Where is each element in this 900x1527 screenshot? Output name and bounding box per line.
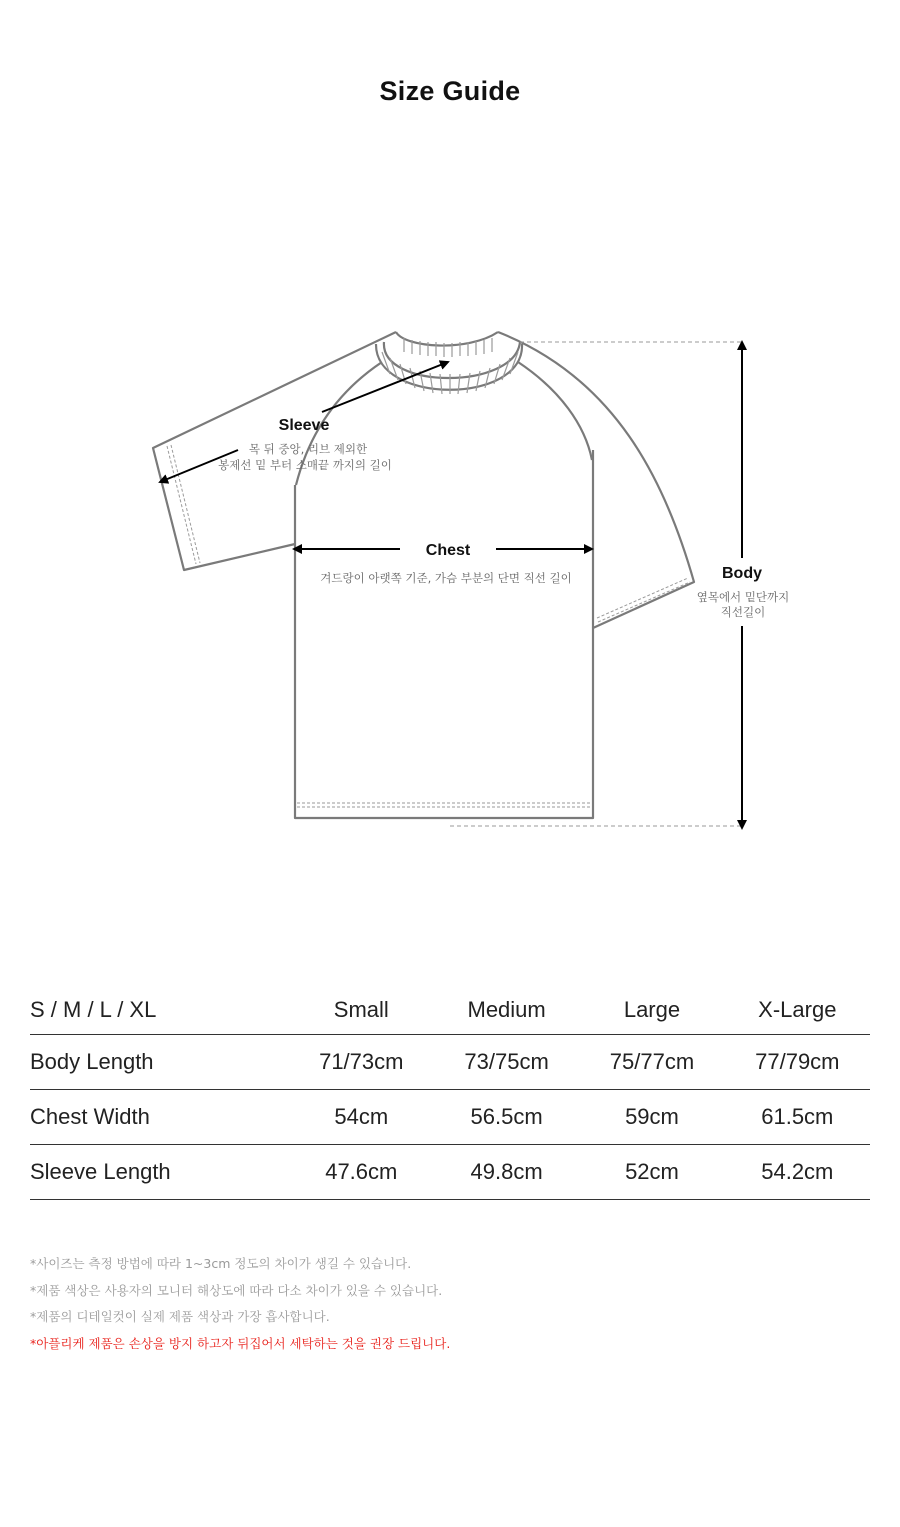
table-cell: 47.6cm: [289, 1145, 434, 1200]
chest-description: 겨드랑이 아랫쪽 기준, 가슴 부분의 단면 직선 길이: [320, 571, 572, 585]
sleeve-description-line1: 목 뒤 중앙, 리브 제외한: [248, 442, 368, 456]
table-row: [30, 1035, 870, 1090]
tshirt-measurement-diagram: [0, 300, 900, 860]
table-cell: 75/77cm: [579, 1035, 724, 1090]
note-measurement: *사이즈는 측정 방법에 따라 1~3cm 정도의 차이가 생길 수 있습니다.: [30, 1256, 412, 1271]
body-description-line1: 옆목에서 밑단까지: [696, 590, 790, 604]
column-header-large: Large: [579, 986, 724, 1035]
table-cell: 54.2cm: [725, 1145, 870, 1200]
table-cell: 71/73cm: [289, 1035, 434, 1090]
stitch-lines: [167, 445, 690, 807]
body-description-line2: 직선길이: [720, 605, 766, 619]
note-detail-cut: *제품의 디테일컷이 실제 제품 색상과 가장 흡사합니다.: [30, 1309, 330, 1324]
table-cell: 61.5cm: [725, 1090, 870, 1145]
size-notes: [30, 1254, 870, 1360]
table-cell: 59cm: [579, 1090, 724, 1145]
note-washing-warning: *아플리케 제품은 손상을 방지 하고자 뒤집어서 세탁하는 것을 권장 드립니다.: [30, 1335, 451, 1351]
table-cell: 52cm: [579, 1145, 724, 1200]
column-header-x-large: X-Large: [725, 986, 870, 1035]
note-monitor-color: *제품 색상은 사용자의 모니터 해상도에 따라 다소 차이가 있을 수 있습니다.: [30, 1282, 443, 1298]
table-cell: 77/79cm: [725, 1035, 870, 1090]
row-label-chest-width: Chest Width: [30, 1090, 289, 1145]
table-cell: 56.5cm: [434, 1090, 579, 1145]
row-label-sleeve-length: Sleeve Length: [30, 1145, 289, 1200]
column-header-small: Small: [289, 986, 434, 1035]
table-cell: 73/75cm: [434, 1035, 579, 1090]
sleeve-description-line2: 봉제선 밑 부터 소매끝 까지의 길이: [218, 458, 392, 472]
row-label-body-length: Body Length: [30, 1035, 289, 1090]
chest-label: Chest: [425, 542, 471, 559]
body-label: Body: [722, 565, 762, 582]
table-cell: 49.8cm: [434, 1145, 579, 1200]
size-table: [30, 986, 870, 1200]
sleeve-label: Sleeve: [278, 417, 330, 434]
table-row: [30, 1090, 870, 1145]
page-title: Size Guide: [379, 76, 521, 106]
size-table-header-row: [30, 986, 870, 1035]
size-table-corner: S / M / L / XL: [30, 986, 289, 1035]
table-row: [30, 1145, 870, 1200]
table-cell: 54cm: [289, 1090, 434, 1145]
column-header-medium: Medium: [434, 986, 579, 1035]
